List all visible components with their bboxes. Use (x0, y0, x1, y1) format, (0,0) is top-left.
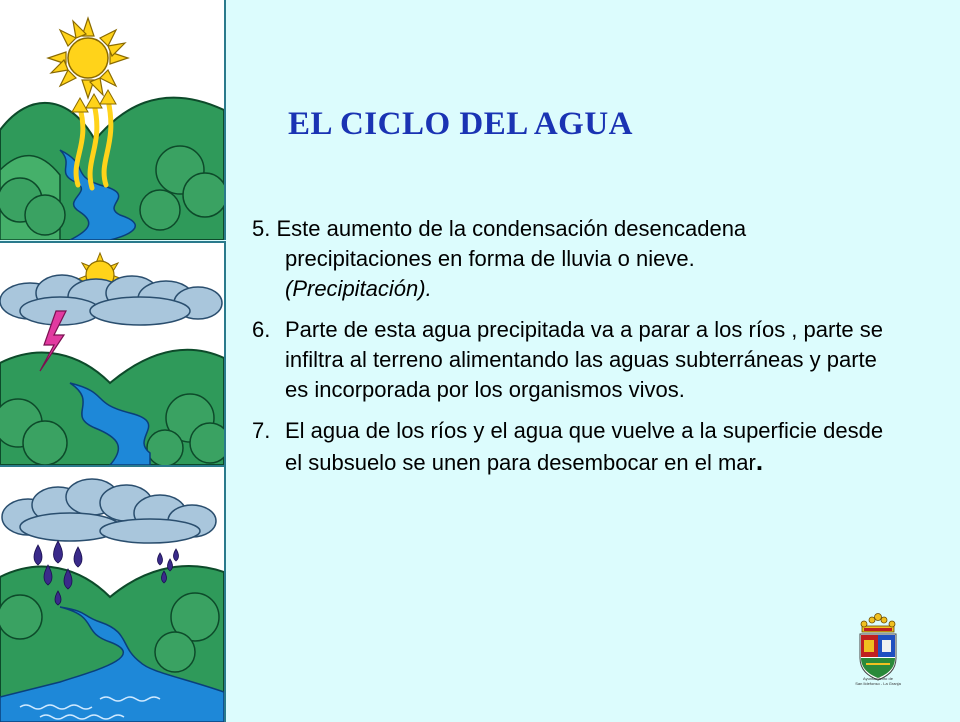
item-number: 6. (252, 317, 271, 342)
rain-cloud-river-icon (0, 467, 224, 722)
condensation-panel (0, 241, 226, 465)
item-number: 5. (252, 216, 271, 241)
page-title: EL CICLO DEL AGUA (288, 106, 634, 142)
illustration-strip (0, 0, 226, 720)
sun-icon (48, 18, 128, 98)
item-italic-note: (Precipitación). (285, 276, 432, 301)
list-item (252, 416, 892, 478)
list-item (252, 214, 892, 304)
item-end-period: . (755, 446, 764, 476)
item-text: Parte de esta agua precipitada va a parar a los ríos , parte se infiltra al terreno alimentando las aguas subterráneas y parte es incorporada por los organismos vivos. (285, 317, 884, 402)
item-number: 7. (252, 418, 271, 443)
slide-content (252, 214, 892, 489)
sun-evaporation-icon (0, 0, 224, 240)
item-text: precipitaciones en forma de lluvia o nieve. (285, 246, 695, 271)
list-item (252, 315, 892, 405)
logo-caption: Ayuntamiento de San Ildefonso - La Granja (855, 676, 901, 686)
evaporation-panel (0, 0, 226, 240)
precipitation-panel (0, 465, 226, 722)
storm-cloud-lightning-icon (0, 243, 224, 465)
item-text: Este aumento de la condensación desencadena (276, 216, 747, 241)
item-text: El agua de los ríos y el agua que vuelve a la superficie desde el subsuelo se unen para desembocar en el mar (285, 418, 884, 475)
